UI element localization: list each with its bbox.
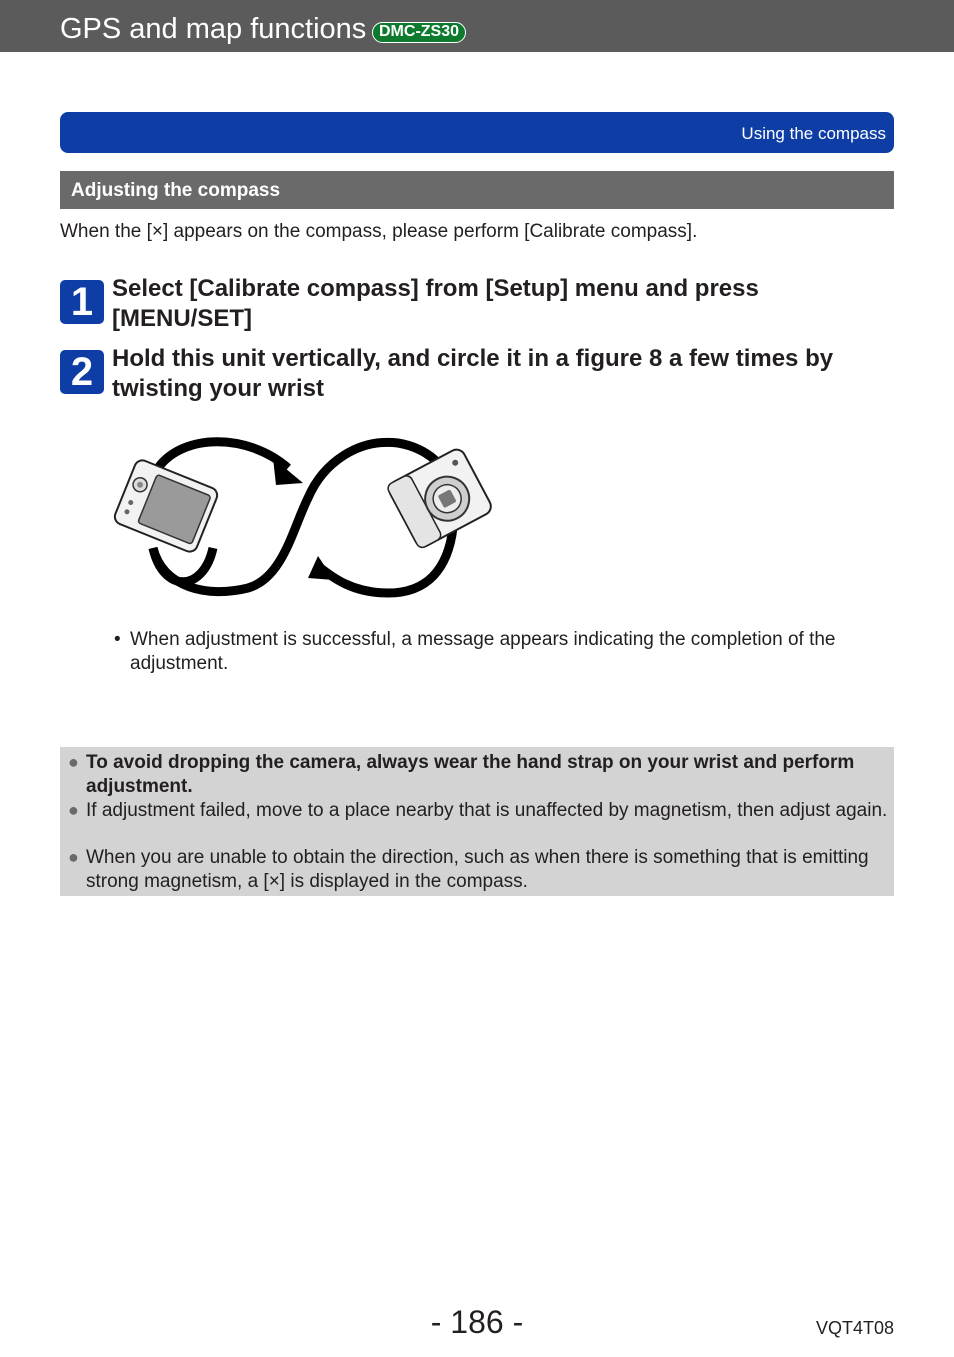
note-text-2: If adjustment failed, move to a place nearby that is unaffected by magnetism, then adjust again. (86, 800, 888, 821)
step-1-text: Select [Calibrate compass] from [Setup] menu and press [MENU/SET] (112, 275, 759, 332)
subheader-bar (60, 112, 894, 153)
page-number: - 186 - (430, 1304, 524, 1340)
section-title: Adjusting the compass (71, 180, 281, 201)
note-text-1: To avoid dropping the camera, always wear the hand strap on your wrist and perform adjustment. (86, 752, 855, 797)
subheader-label: Using the compass (741, 124, 886, 143)
success-note (114, 628, 884, 676)
document-code: VQT4T08 (815, 1318, 894, 1338)
figure-eight-rotation-icon (108, 428, 498, 608)
arrow-head-bottom (308, 556, 334, 580)
note-bullet-icon: ● (68, 752, 79, 772)
note-item-3 (68, 846, 888, 893)
step-2-number: 2 (60, 350, 104, 394)
figure-eight-illustration (108, 428, 498, 608)
success-note-text: When adjustment is successful, a message appears indicating the completion of the adjustment. (130, 629, 836, 674)
camera-back-icon (112, 458, 219, 554)
model-badge: DMC-ZS30 (372, 22, 466, 43)
arrow-head-top (273, 458, 303, 485)
note-bullet-icon: ● (68, 847, 79, 867)
section-header (60, 171, 894, 209)
page-title: GPS and map functions (60, 13, 367, 45)
step-1-number: 1 (60, 280, 104, 324)
note-bullet-icon: ● (68, 800, 79, 820)
note-text-3: When you are unable to obtain the direction, such as when there is something that is emitting strong magnetism, a [×] is displayed in the compass. (86, 847, 869, 892)
note-item-1 (68, 751, 888, 798)
camera-front-icon (386, 446, 494, 549)
header-bar (0, 0, 954, 52)
bullet-marker: • (114, 629, 121, 650)
step-2-text: Hold this unit vertically, and circle it in a figure 8 a few times by twisting your wrist (112, 345, 834, 402)
notes-box (60, 747, 894, 896)
intro-text: When the [×] appears on the compass, please perform [Calibrate compass]. (60, 221, 698, 242)
note-item-2 (68, 799, 888, 823)
